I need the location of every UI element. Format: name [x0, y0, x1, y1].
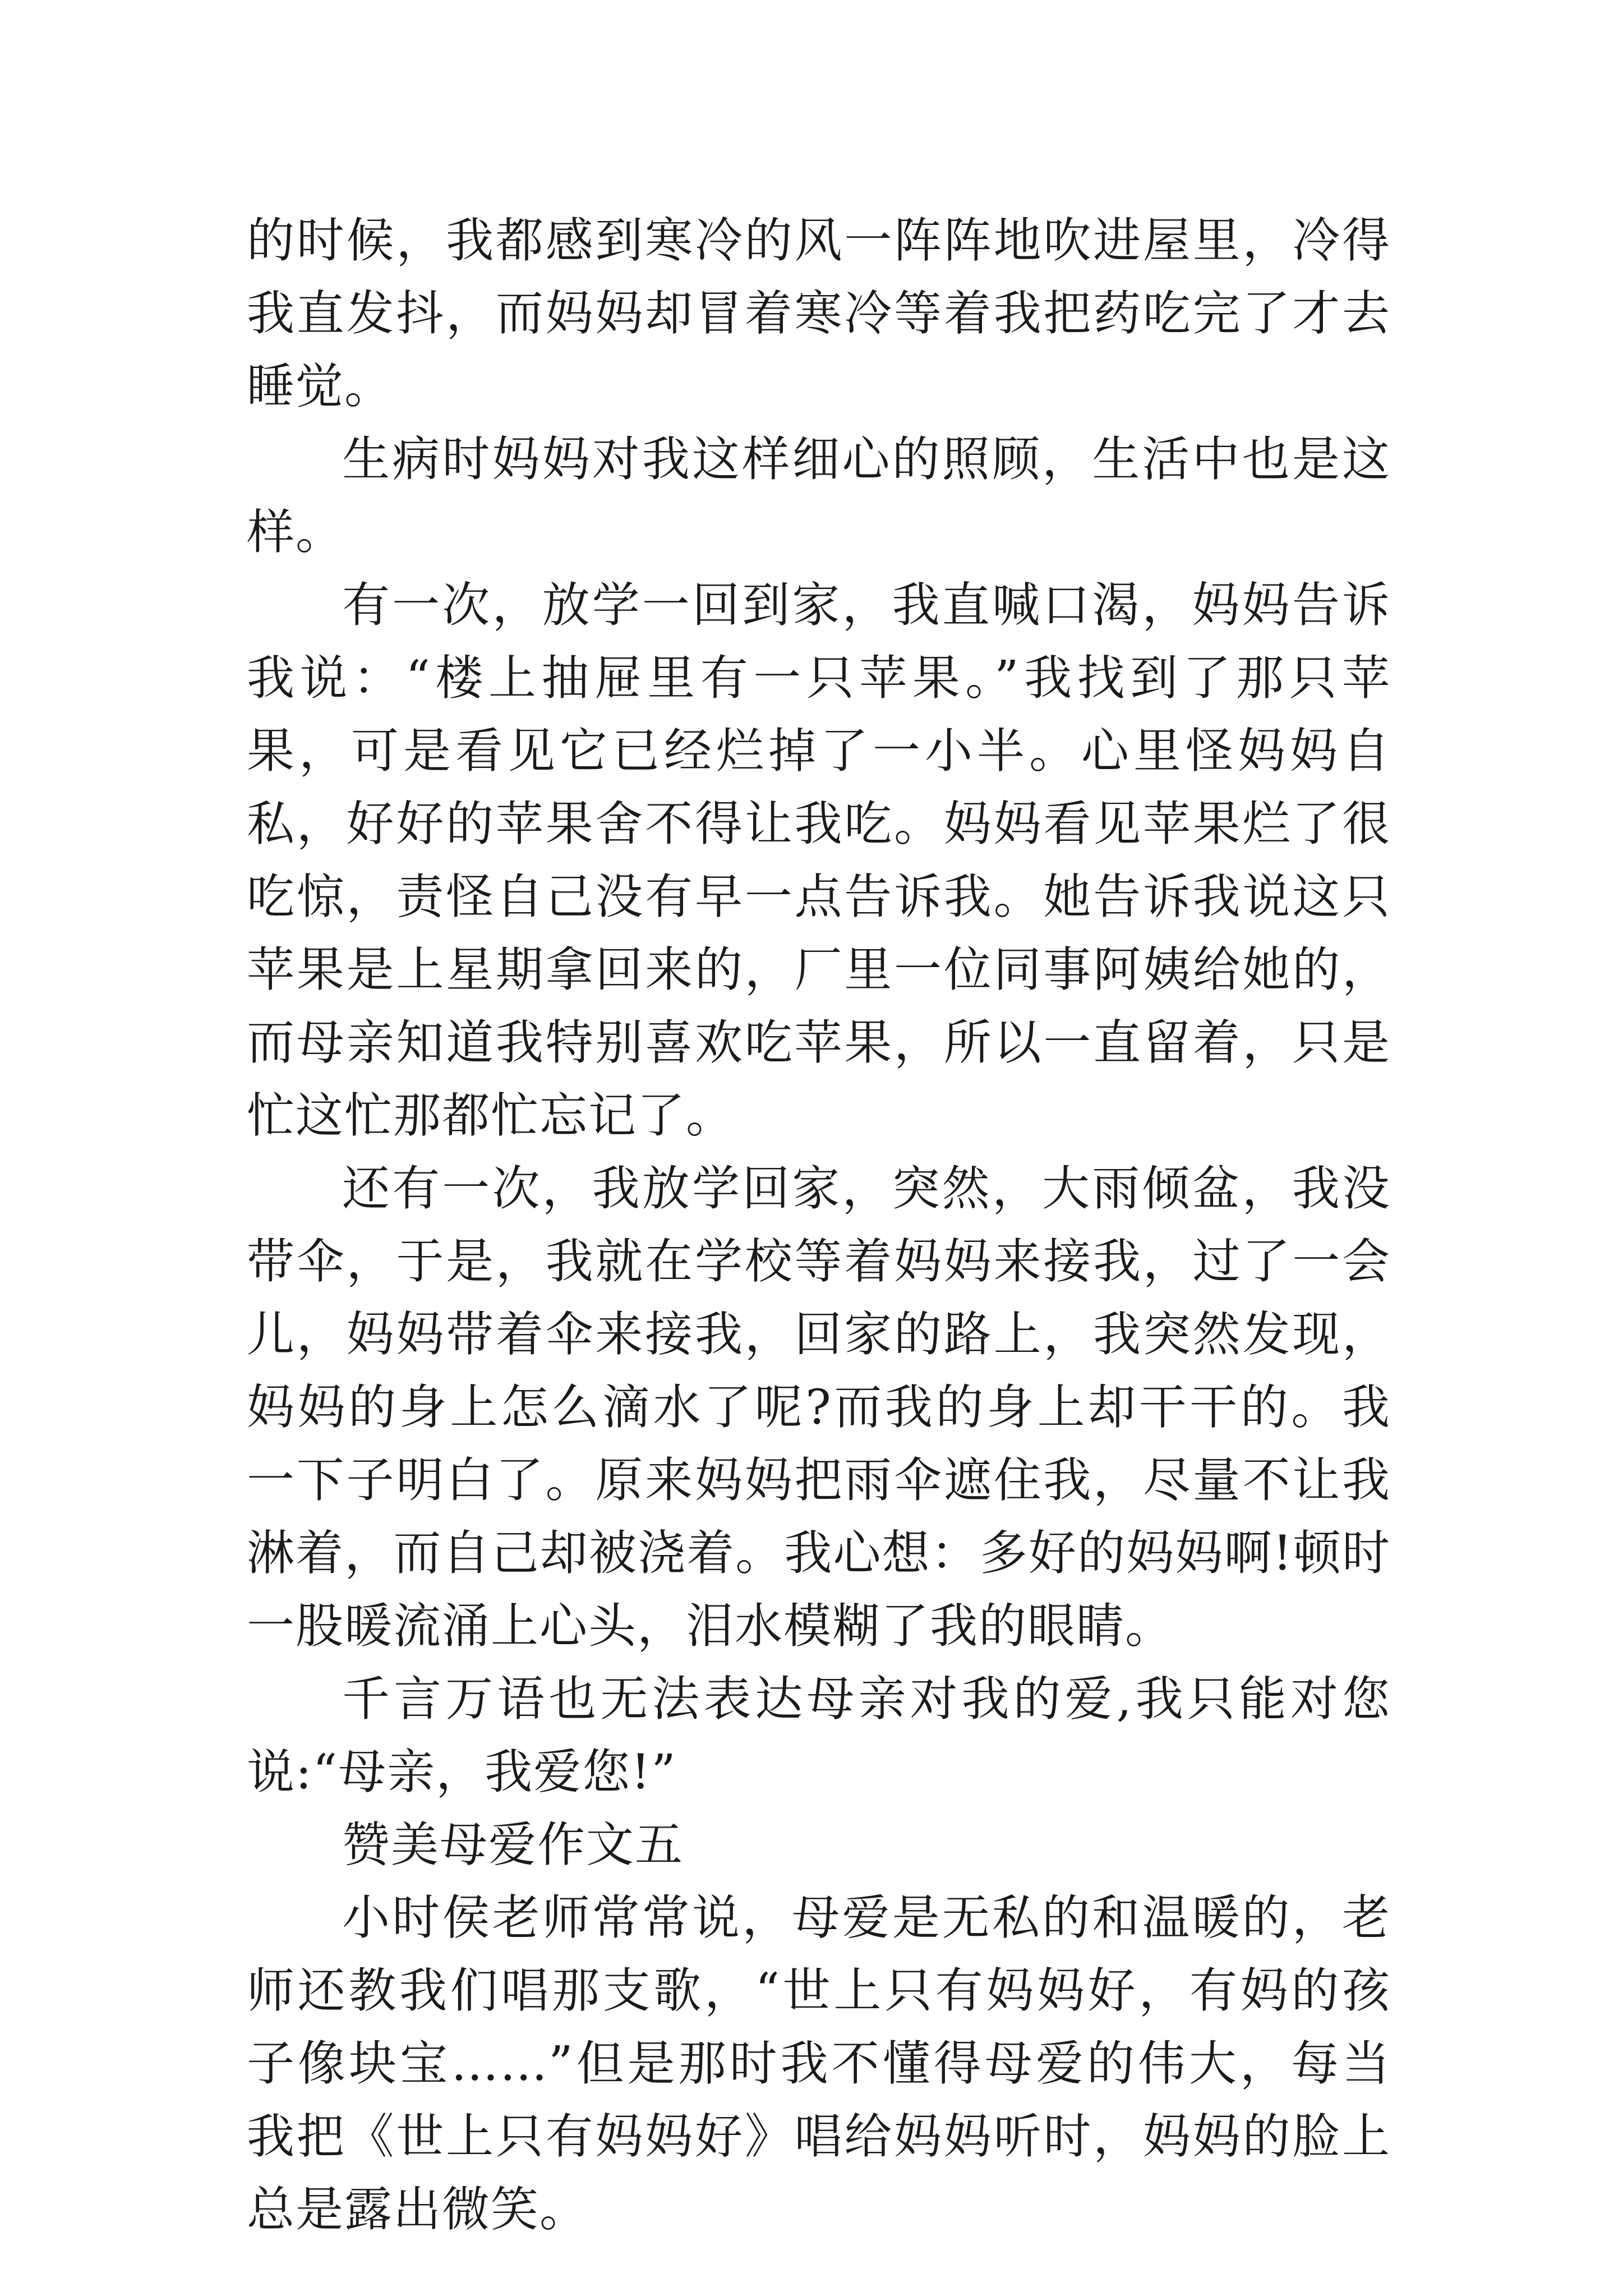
paragraph-closing: 千言万语也无法表达母亲对我的爱,我只能对您说:“母亲，我爱您!” — [247, 1672, 1391, 1800]
paragraph-care-in-life: 生病时妈妈对我这样细心的照顾，生活中也是这样。 — [247, 432, 1391, 560]
essay-body — [247, 205, 1391, 2247]
paragraph-apple-story: 有一次，放学一回到家，我直喊口渴，妈妈告诉我说：“楼上抽屉里有一只苹果。”我找到了那只苹果，可是看见它已经烂掉了一小半。心里怪妈妈自私，好好的苹果舍不得让我吃。妈妈看见苹果烂了很吃惊，责怪自己没有早一点告诉我。她告诉我说这只苹果是上星期拿回来的，厂里一位同事阿姨给她的，而母亲知道我特别喜欢吃苹果，所以一直留着，只是忙这忙那都忙忘记了。 — [247, 578, 1391, 1144]
section-heading: 赞美母爱作文五 — [342, 1818, 684, 1873]
paragraph-teacher-song: 小时侯老师常常说，母爱是无私的和温暖的，老师还教我们唱那支歌，“世上只有妈妈好，有妈的孩子像块宝……”但是那时我不懂得母爱的伟大，每当我把《世上只有妈妈好》唱给妈妈听时，妈妈的脸上总是露出微笑。 — [247, 1890, 1391, 2238]
paragraph-umbrella-story: 还有一次，我放学回家，突然，大雨倾盆，我没带伞，于是，我就在学校等着妈妈来接我，过了一会儿，妈妈带着伞来接我，回家的路上，我突然发现，妈妈的身上怎么滴水了呢?而我的身上却干干的。我一下子明白了。原来妈妈把雨伞遮住我，尽量不让我淋着，而自己却被浇着。我心想：多好的妈妈啊!顿时一股暖流涌上心头，泪水模糊了我的眼睛。 — [247, 1161, 1391, 1654]
paragraph-continuation: 的时候，我都感到寒冷的风一阵阵地吹进屋里，冷得我直发抖，而妈妈却冒着寒冷等着我把药吃完了才去睡觉。 — [247, 213, 1391, 415]
